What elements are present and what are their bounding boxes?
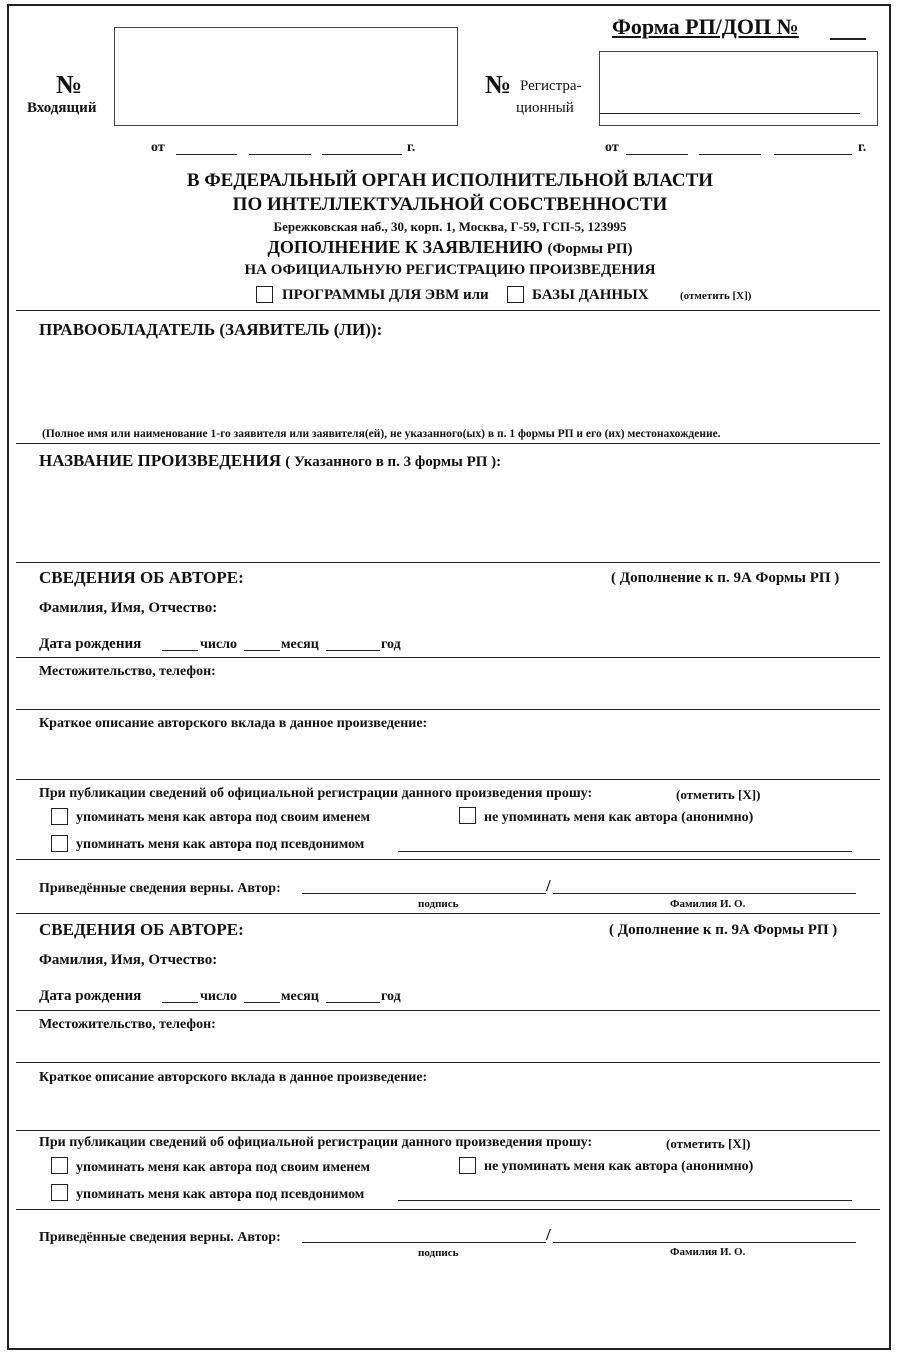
- author-1-dob-month[interactable]: [244, 650, 280, 651]
- divider: [16, 1010, 880, 1011]
- author-2-contribution-label: Краткое описание авторского вклада в данное произведение:: [39, 1070, 428, 1085]
- author-1-dob-month-label: месяц: [281, 637, 319, 652]
- database-checkbox[interactable]: [507, 286, 524, 303]
- reg-date-year[interactable]: [774, 154, 852, 155]
- form-number-field[interactable]: [830, 38, 866, 40]
- author-1-anonymous-label: не упоминать меня как автора (анонимно): [484, 810, 754, 825]
- author-2-heading: СВЕДЕНИЯ ОБ АВТОРЕ:: [39, 920, 244, 939]
- database-option-label: БАЗЫ ДАННЫХ: [532, 287, 649, 303]
- author-2-signature-caption: подпись: [418, 1247, 459, 1259]
- reg-label-1: Регистра-: [520, 78, 582, 94]
- divider: [16, 1209, 880, 1210]
- incoming-label: Входящий: [27, 100, 97, 116]
- author-1-ref: ( Дополнение к п. 9А Формы РП ): [611, 570, 840, 586]
- author-1-pseudonym-field[interactable]: [398, 851, 852, 852]
- author-2-anonymous-label: не упоминать меня как автора (анонимно): [484, 1159, 754, 1174]
- author-1-contribution-label: Краткое описание авторского вклада в данное произведение:: [39, 716, 428, 731]
- divider: [16, 657, 880, 658]
- author-1-dob-day[interactable]: [162, 650, 198, 651]
- divider: [16, 709, 880, 710]
- title-line-2: ПО ИНТЕЛЛЕКТУАЛЬНОЙ СОБСТВЕННОСТИ: [232, 194, 668, 215]
- title-line-3-main: ДОПОЛНЕНИЕ К ЗАЯВЛЕНИЮ: [267, 237, 543, 257]
- divider: [16, 779, 880, 780]
- title-address: Бережковская наб., 30, корп. 1, Москва, Г-59, ГСП-5, 123995: [273, 219, 627, 234]
- incoming-date-day[interactable]: [176, 154, 237, 155]
- divider: [16, 310, 880, 311]
- author-2-residence-label: Местожительство, телефон:: [39, 1017, 216, 1032]
- reg-date-from: от: [605, 140, 619, 155]
- work-title-heading-note: ( Указанного в п. 3 формы РП ):: [285, 454, 502, 470]
- divider: [16, 1130, 880, 1131]
- rights-holder-note: (Полное имя или наименование 1-го заявителя или заявителя(ей), не указанного(ых) в п. 1 формы РП и его (их) местонахождение.: [42, 428, 721, 440]
- program-checkbox[interactable]: [256, 286, 273, 303]
- title-line-3-note: (Формы РП): [547, 241, 633, 257]
- title-line-3: [100, 237, 800, 258]
- author-1-dob-year[interactable]: [326, 650, 380, 651]
- author-2-dob-label: Дата рождения: [39, 988, 142, 1004]
- registration-stamp-box[interactable]: [599, 51, 878, 126]
- author-2-pseudonym-checkbox[interactable]: [51, 1184, 68, 1201]
- reg-date-year-suffix: г.: [858, 140, 867, 155]
- author-2-own-name-label: упоминать меня как автора под своим именем: [76, 1160, 371, 1175]
- divider: [16, 859, 880, 860]
- divider: [16, 443, 880, 444]
- reg-number-sign: №: [485, 70, 512, 99]
- author-1-name-caption: Фамилия И. О.: [670, 898, 746, 910]
- author-1-pseudonym-checkbox[interactable]: [51, 835, 68, 852]
- author-1-pseudonym-label: упоминать меня как автора под псевдонимом: [76, 837, 365, 852]
- author-2-publication-label: При публикации сведений об официальной регистрации данного произведения прошу:: [39, 1135, 593, 1150]
- divider: [16, 562, 880, 563]
- form-title: Форма РП/ДОП №: [612, 14, 799, 39]
- registration-number-line[interactable]: [600, 113, 860, 114]
- title-line-1: В ФЕДЕРАЛЬНЫЙ ОРГАН ИСПОЛНИТЕЛЬНОЙ ВЛАСТИ: [186, 170, 714, 191]
- incoming-number-sign: №: [56, 70, 83, 99]
- author-2-dob-day[interactable]: [162, 1002, 198, 1003]
- author-1-mark-hint: (отметить [X]): [676, 787, 761, 802]
- incoming-date-year-suffix: г.: [407, 140, 416, 155]
- reg-date-day[interactable]: [626, 154, 688, 155]
- author-1-signature-field[interactable]: [302, 893, 546, 894]
- author-2-dob-day-label: число: [200, 989, 238, 1004]
- author-2-name-caption: Фамилия И. О.: [670, 1246, 746, 1258]
- author-2-pseudonym-field[interactable]: [398, 1200, 852, 1201]
- author-2-dob-year-label: год: [381, 989, 401, 1004]
- mark-hint: (отметить [X]): [680, 290, 752, 302]
- author-1-residence-label: Местожительство, телефон:: [39, 664, 216, 679]
- author-1-own-name-checkbox[interactable]: [51, 808, 68, 825]
- author-2-name-field[interactable]: [553, 1242, 856, 1243]
- author-2-dob-month[interactable]: [244, 1002, 280, 1003]
- author-2-own-name-checkbox[interactable]: [51, 1157, 68, 1174]
- author-1-heading: СВЕДЕНИЯ ОБ АВТОРЕ:: [39, 568, 244, 587]
- author-1-dob-year-label: год: [381, 637, 401, 652]
- author-2-signature-field[interactable]: [302, 1242, 546, 1243]
- author-1-dob-label: Дата рождения: [39, 636, 142, 652]
- author-1-confirm-label: Приведённые сведения верны. Автор:: [39, 881, 281, 896]
- rights-holder-heading: ПРАВООБЛАДАТЕЛЬ (ЗАЯВИТЕЛЬ (ЛИ)):: [39, 320, 383, 339]
- work-title-heading: [39, 451, 501, 471]
- author-1-anonymous-checkbox[interactable]: [459, 807, 476, 824]
- title-line-4: НА ОФИЦИАЛЬНУЮ РЕГИСТРАЦИЮ ПРОИЗВЕДЕНИЯ: [244, 262, 656, 278]
- divider: [16, 1062, 880, 1063]
- author-2-slash: /: [546, 1225, 551, 1244]
- program-option-label: ПРОГРАММЫ ДЛЯ ЭВМ или: [282, 287, 489, 303]
- author-1-fio-label: Фамилия, Имя, Отчество:: [39, 600, 218, 616]
- author-1-signature-caption: подпись: [418, 898, 459, 910]
- author-1-publication-label: При публикации сведений об официальной регистрации данного произведения прошу:: [39, 786, 593, 801]
- divider: [16, 913, 880, 914]
- incoming-stamp-box[interactable]: [114, 27, 458, 126]
- incoming-date-month[interactable]: [249, 154, 311, 155]
- author-2-confirm-label: Приведённые сведения верны. Автор:: [39, 1230, 281, 1245]
- author-1-slash: /: [546, 876, 551, 895]
- author-1-dob-day-label: число: [200, 637, 238, 652]
- author-2-ref: ( Дополнение к п. 9А Формы РП ): [609, 922, 838, 938]
- author-2-fio-label: Фамилия, Имя, Отчество:: [39, 952, 218, 968]
- incoming-date-from: от: [151, 140, 165, 155]
- reg-label-2: ционный: [516, 100, 574, 116]
- author-1-name-field[interactable]: [553, 893, 856, 894]
- author-2-dob-year[interactable]: [326, 1002, 380, 1003]
- reg-date-month[interactable]: [699, 154, 761, 155]
- incoming-date-year[interactable]: [322, 154, 402, 155]
- author-2-anonymous-checkbox[interactable]: [459, 1157, 476, 1174]
- author-2-dob-month-label: месяц: [281, 989, 319, 1004]
- work-title-heading-main: НАЗВАНИЕ ПРОИЗВЕДЕНИЯ: [39, 451, 281, 470]
- author-2-pseudonym-label: упоминать меня как автора под псевдонимом: [76, 1187, 365, 1202]
- author-1-own-name-label: упоминать меня как автора под своим именем: [76, 810, 371, 825]
- author-2-mark-hint: (отметить [X]): [666, 1136, 751, 1151]
